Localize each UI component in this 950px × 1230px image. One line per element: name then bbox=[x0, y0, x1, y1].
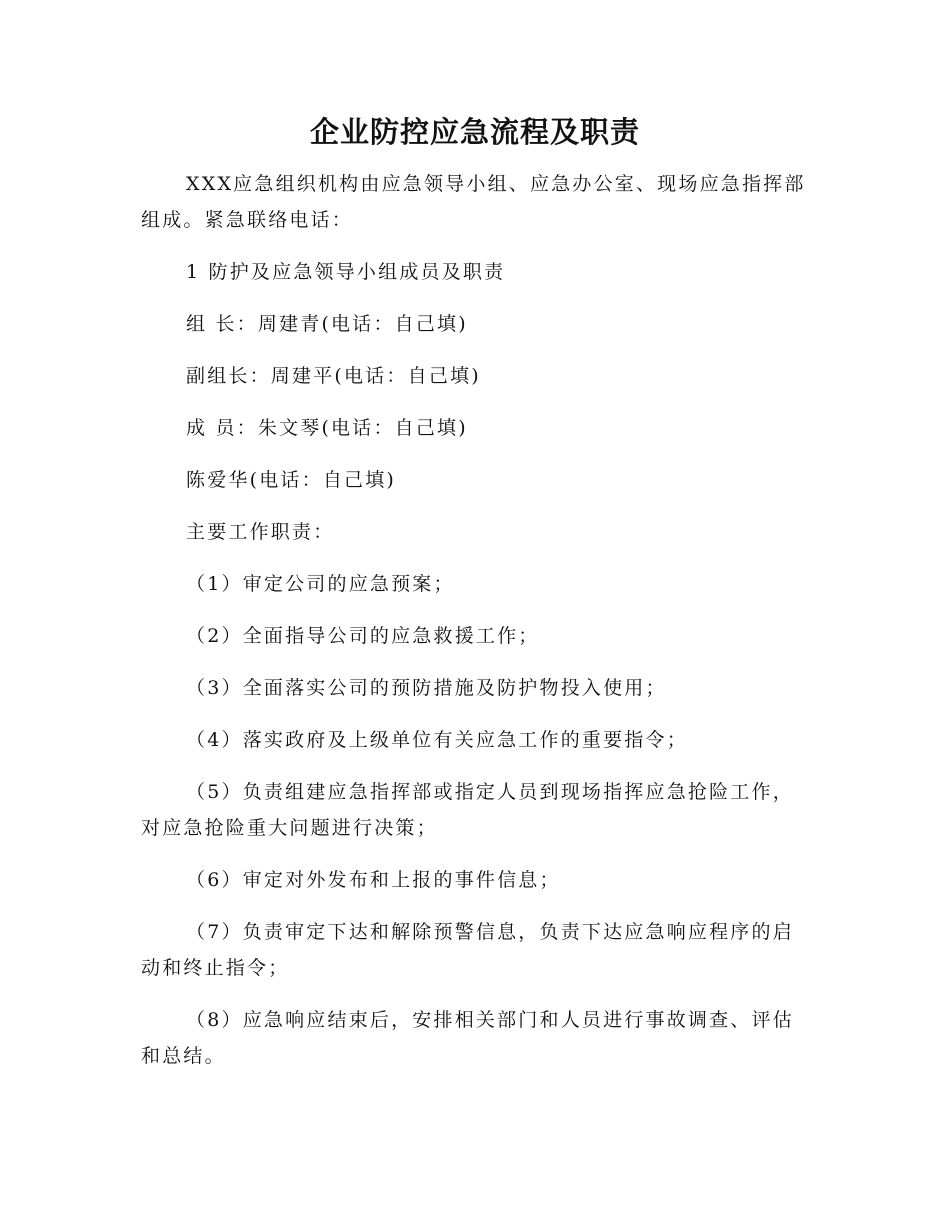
duties-heading: 主要工作职责： bbox=[186, 521, 335, 543]
member-deputy-leader: 副组长：周建平(电话：自己填) bbox=[186, 365, 481, 387]
duty-item-5: （5）负责组建应急指挥部或指定人员到现场指挥应急抢险工作，对应急抢险重大问题进行决策； bbox=[141, 781, 794, 839]
document-title: 企业防控应急流程及职责 bbox=[309, 115, 640, 149]
intro-paragraph: XXX应急组织机构由应急领导小组、应急办公室、现场应急指挥部组成。紧急联络电话： bbox=[141, 173, 806, 231]
member-leader: 组 长：周建青(电话：自己填) bbox=[186, 313, 468, 335]
document-body bbox=[141, 166, 813, 1074]
member-member-2: 陈爱华(电话：自己填) bbox=[186, 469, 397, 491]
duty-item-3: （3）全面落实公司的预防措施及防护物投入使用； bbox=[186, 677, 667, 699]
duty-item-2: （2）全面指导公司的应急救援工作； bbox=[186, 625, 540, 647]
section-heading: 1 防护及应急领导小组成员及职责 bbox=[186, 261, 506, 283]
member-member: 成 员：朱文琴(电话：自己填) bbox=[186, 417, 468, 439]
duty-item-7: （7）负责审定下达和解除预警信息，负责下达应急响应程序的启动和终止指令； bbox=[141, 921, 794, 979]
duty-item-6: （6）审定对外发布和上报的事件信息； bbox=[186, 869, 561, 891]
duty-item-1: （1）审定公司的应急预案； bbox=[186, 573, 455, 595]
duty-item-8: （8）应急响应结束后，安排相关部门和人员进行事故调查、评估和总结。 bbox=[141, 1009, 794, 1067]
duty-item-4: （4）落实政府及上级单位有关应急工作的重要指令； bbox=[186, 729, 688, 751]
